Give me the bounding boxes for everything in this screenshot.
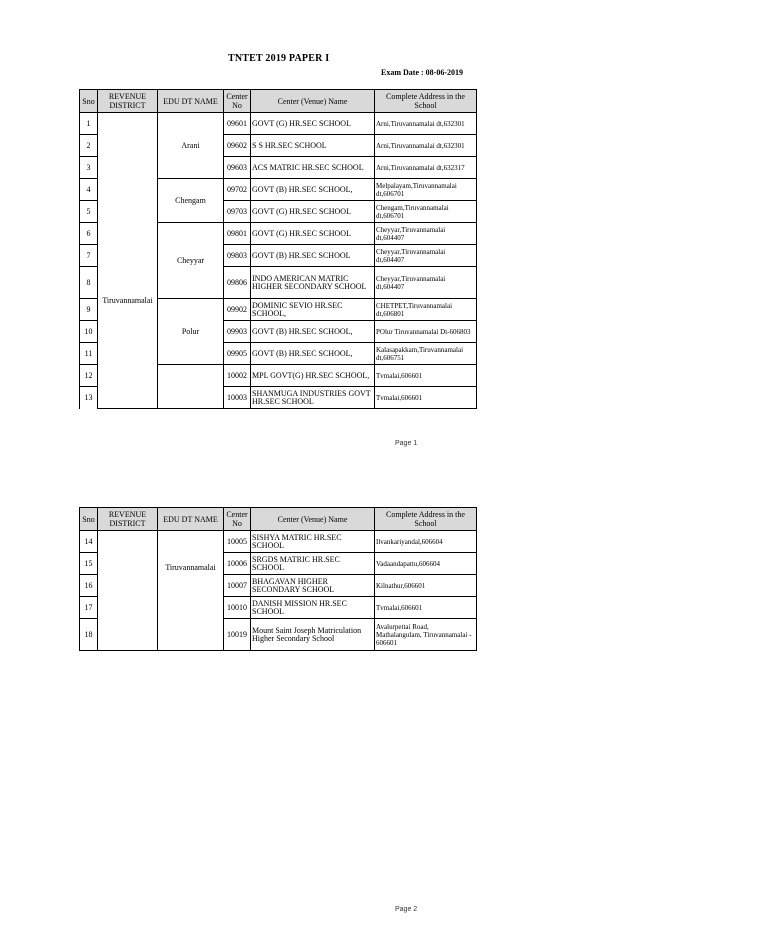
sno-cell: 7 bbox=[80, 245, 98, 267]
sno-cell: 14 bbox=[80, 531, 98, 553]
address-cell: Tvmalai,606601 bbox=[375, 365, 477, 387]
sno-cell: 5 bbox=[80, 201, 98, 223]
venue-cell: SHANMUGA INDUSTRIES GOVT HR.SEC SCHOOL bbox=[251, 387, 375, 409]
center-no-cell: 10006 bbox=[224, 553, 251, 575]
address-cell: Ilvankariyandal,606604 bbox=[375, 531, 477, 553]
venue-cell: DANISH MISSION HR.SEC SCHOOL bbox=[251, 597, 375, 619]
center-no-cell: 10005 bbox=[224, 531, 251, 553]
venue-cell: GOVT (B) HR.SEC SCHOOL, bbox=[251, 343, 375, 365]
sno-cell: 9 bbox=[80, 299, 98, 321]
header-address: Complete Address in the School bbox=[375, 90, 477, 113]
address-cell: Kilnathur,606601 bbox=[375, 575, 477, 597]
sno-cell: 18 bbox=[80, 619, 98, 651]
center-no-cell: 10002 bbox=[224, 365, 251, 387]
edu-dt-cell bbox=[158, 365, 224, 409]
edu-dt-cell: Polur bbox=[158, 299, 224, 365]
sno-cell: 10 bbox=[80, 321, 98, 343]
address-cell: Kalasapakkam,Tiruvannamalai dt,606751 bbox=[375, 343, 477, 365]
center-table-page1 bbox=[79, 89, 477, 409]
address-cell: Tvmalai,606601 bbox=[375, 387, 477, 409]
page-number: Page 2 bbox=[395, 906, 418, 913]
document-title: TNTET 2019 PAPER I bbox=[228, 53, 330, 64]
center-no-cell: 09703 bbox=[224, 201, 251, 223]
center-no-cell: 10007 bbox=[224, 575, 251, 597]
center-no-cell: 10010 bbox=[224, 597, 251, 619]
edu-dt-cell: Arani bbox=[158, 113, 224, 179]
exam-date: Exam Date : 08-06-2019 bbox=[381, 68, 463, 77]
venue-cell: S S HR.SEC SCHOOL bbox=[251, 135, 375, 157]
header-sno: Sno bbox=[80, 508, 98, 531]
address-cell: POlur Tiruvannamalai Dt-606803 bbox=[375, 321, 477, 343]
header-venue-name: Center (Venue) Name bbox=[251, 508, 375, 531]
address-cell: CHETPET,Tiruvannamalai dt,606801 bbox=[375, 299, 477, 321]
header-venue-name: Center (Venue) Name bbox=[251, 90, 375, 113]
sno-cell: 4 bbox=[80, 179, 98, 201]
table-row bbox=[80, 113, 477, 135]
header-revenue-district: REVENUE DISTRICT bbox=[98, 90, 158, 113]
venue-cell: GOVT (G) HR.SEC SCHOOL bbox=[251, 223, 375, 245]
center-no-cell: 09803 bbox=[224, 245, 251, 267]
venue-cell: SRGDS MATRIC HR.SEC SCHOOL bbox=[251, 553, 375, 575]
venue-cell: MPL GOVT(G) HR.SEC SCHOOL, bbox=[251, 365, 375, 387]
center-no-cell: 10019 bbox=[224, 619, 251, 651]
header-revenue-district: REVENUE DISTRICT bbox=[98, 508, 158, 531]
address-cell: Cheyyar,Tiruvannamalai dt,604407 bbox=[375, 245, 477, 267]
sno-cell: 3 bbox=[80, 157, 98, 179]
venue-cell: GOVT (B) HR.SEC SCHOOL, bbox=[251, 321, 375, 343]
sno-cell: 11 bbox=[80, 343, 98, 365]
address-cell: Vadaandapattu,606604 bbox=[375, 553, 477, 575]
address-cell: Arni,Tiruvannamalai dt,632301 bbox=[375, 135, 477, 157]
edu-dt-cell: Cheyyar bbox=[158, 223, 224, 299]
header-sno: Sno bbox=[80, 90, 98, 113]
address-cell: Avalurpettai Road, Mathalangulam, Tiruvannamalai - 606601 bbox=[375, 619, 477, 651]
center-no-cell: 09806 bbox=[224, 267, 251, 299]
sno-cell: 15 bbox=[80, 553, 98, 575]
edu-dt-cell: Tiruvannamalai bbox=[158, 531, 224, 651]
table-row bbox=[80, 531, 477, 553]
address-cell: Arni,Tiruvannamalai dt,632301 bbox=[375, 113, 477, 135]
venue-cell: Mount Saint Joseph Matriculation Higher Secondary School bbox=[251, 619, 375, 651]
header-edu-dt-name: EDU DT NAME bbox=[158, 508, 224, 531]
center-table-page2 bbox=[79, 507, 477, 651]
address-cell: Melpalayam,Tiruvannamalai dt,606701 bbox=[375, 179, 477, 201]
center-no-cell: 09602 bbox=[224, 135, 251, 157]
sno-cell: 16 bbox=[80, 575, 98, 597]
page-number: Page 1 bbox=[395, 440, 418, 447]
sno-cell: 6 bbox=[80, 223, 98, 245]
address-cell: Cheyyar,Tiruvannamalai dt,604407 bbox=[375, 223, 477, 245]
sno-cell: 13 bbox=[80, 387, 98, 409]
center-no-cell: 09902 bbox=[224, 299, 251, 321]
center-no-cell: 10003 bbox=[224, 387, 251, 409]
center-no-cell: 09601 bbox=[224, 113, 251, 135]
venue-cell: BHAGAVAN HIGHER SECONDARY SCHOOL bbox=[251, 575, 375, 597]
header-center-no: Center No bbox=[224, 508, 251, 531]
venue-cell: GOVT (B) HR.SEC SCHOOL, bbox=[251, 179, 375, 201]
venue-cell: GOVT (G) HR.SEC SCHOOL bbox=[251, 113, 375, 135]
center-no-cell: 09801 bbox=[224, 223, 251, 245]
venue-cell: INDO AMERICAN MATRIC HIGHER SECONDARY SCHOOL bbox=[251, 267, 375, 299]
center-no-cell: 09905 bbox=[224, 343, 251, 365]
venue-cell: DOMINIC SEVIO HR.SEC SCHOOL, bbox=[251, 299, 375, 321]
address-cell: Chengam,Tiruvannamalai dt,606701 bbox=[375, 201, 477, 223]
venue-cell: SISHYA MATRIC HR.SEC SCHOOL bbox=[251, 531, 375, 553]
sno-cell: 17 bbox=[80, 597, 98, 619]
center-no-cell: 09702 bbox=[224, 179, 251, 201]
center-no-cell: 09603 bbox=[224, 157, 251, 179]
address-cell: Tvmalai,606601 bbox=[375, 597, 477, 619]
address-cell: Cheyyar,Tiruvannamalai dt,604407 bbox=[375, 267, 477, 299]
venue-cell: GOVT (B) HR.SEC SCHOOL bbox=[251, 245, 375, 267]
revenue-district-cell bbox=[98, 531, 158, 651]
header-center-no: Center No bbox=[224, 90, 251, 113]
edu-dt-cell: Chengam bbox=[158, 179, 224, 223]
sno-cell: 1 bbox=[80, 113, 98, 135]
center-no-cell: 09903 bbox=[224, 321, 251, 343]
address-cell: Arni,Tiruvannamalai dt,632317 bbox=[375, 157, 477, 179]
venue-cell: GOVT (G) HR.SEC SCHOOL bbox=[251, 201, 375, 223]
header-address: Complete Address in the School bbox=[375, 508, 477, 531]
sno-cell: 2 bbox=[80, 135, 98, 157]
header-edu-dt-name: EDU DT NAME bbox=[158, 90, 224, 113]
sno-cell: 8 bbox=[80, 267, 98, 299]
revenue-district-cell: Tiruvannamalai bbox=[98, 113, 158, 409]
sno-cell: 12 bbox=[80, 365, 98, 387]
venue-cell: ACS MATRIC HR.SEC SCHOOL bbox=[251, 157, 375, 179]
